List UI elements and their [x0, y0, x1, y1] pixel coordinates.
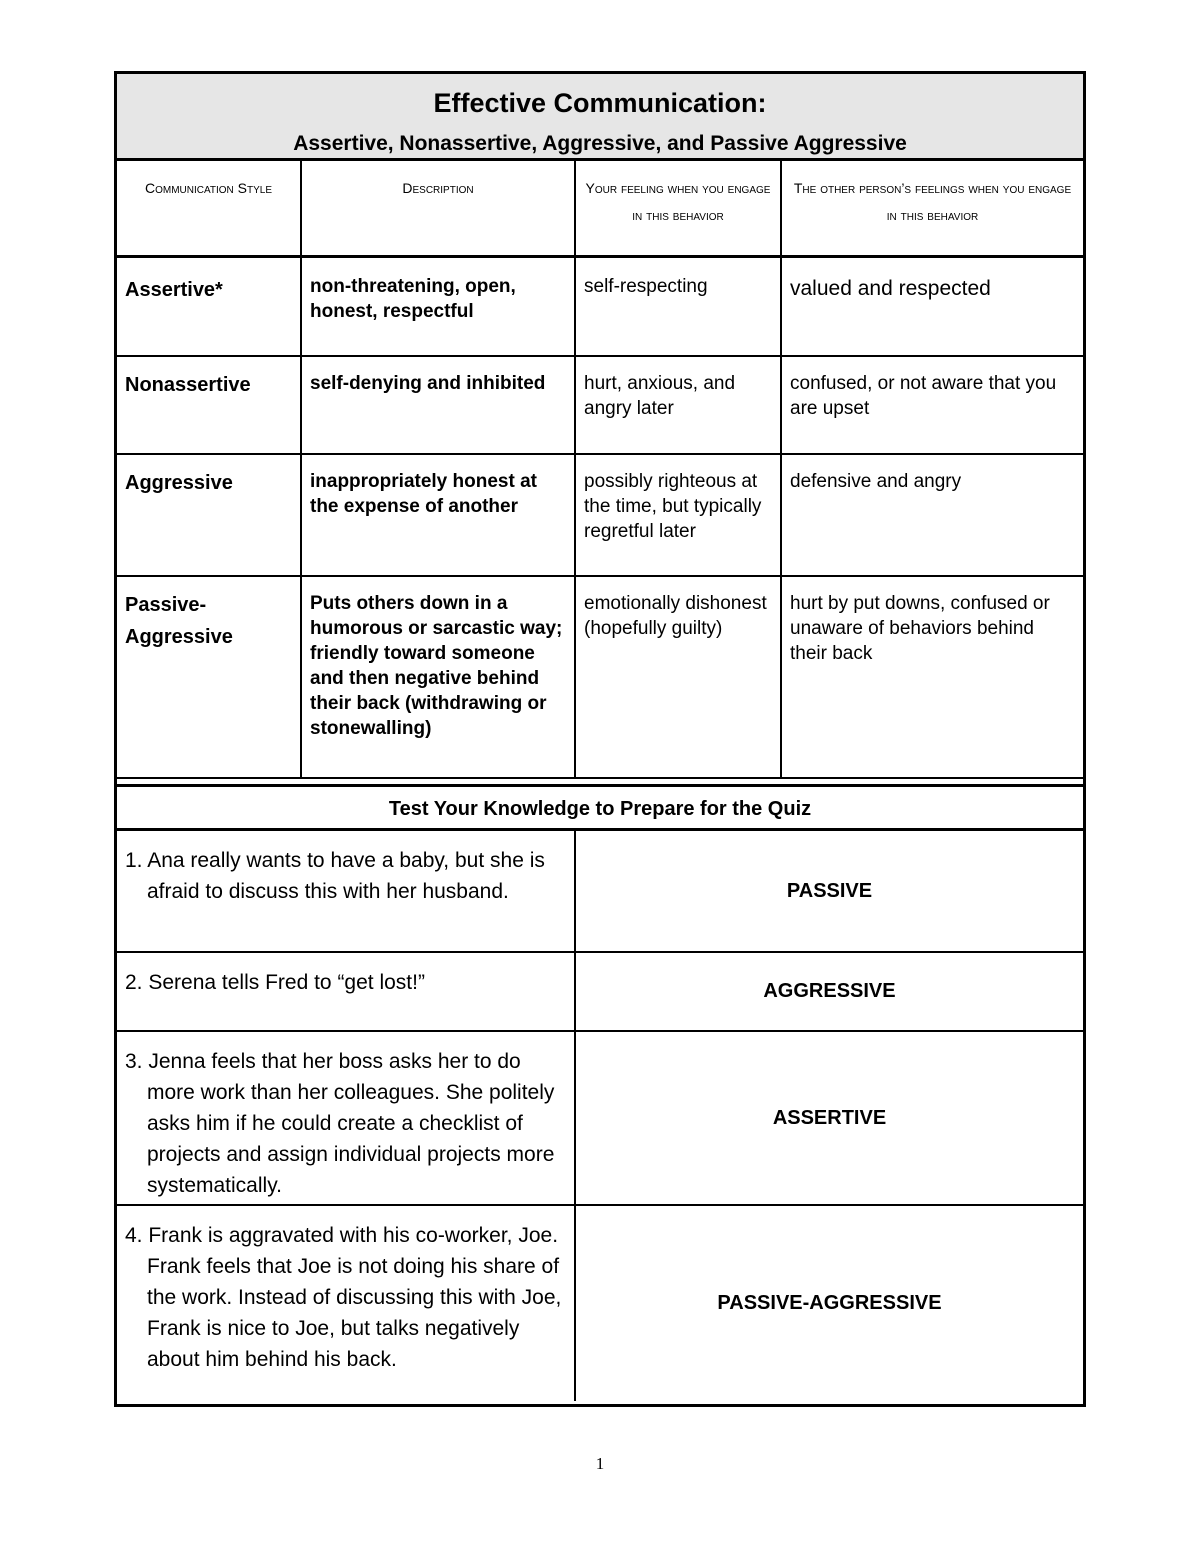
your-feeling: self-respecting [575, 256, 781, 356]
page-number: 1 [595, 1454, 605, 1473]
column-header-your-feeling: Your feeling when you engage in this behavior [575, 161, 781, 256]
title-block [117, 74, 1083, 161]
table-row [117, 356, 1083, 454]
other-feeling: valued and respected [781, 256, 1083, 356]
column-header-other-feeling: The other person’s feelings when you engage in this behavior [781, 161, 1083, 256]
style-name: Assertive* [117, 256, 301, 356]
style-description: self-denying and inhibited [301, 356, 575, 454]
communication-styles-table [117, 161, 1083, 779]
column-header-description: Description [301, 161, 575, 256]
table-header-row [117, 161, 1083, 256]
other-feeling: defensive and angry [781, 454, 1083, 576]
quiz-question: 2. Serena tells Fred to “get lost!” [117, 952, 575, 1031]
table-row [117, 1031, 1083, 1205]
quiz-question: 1. Ana really wants to have a baby, but she is afraid to discuss this with her husband. [117, 831, 575, 952]
document-subtitle: Assertive, Nonassertive, Aggressive, and Passive Aggressive [293, 132, 907, 155]
your-feeling: possibly righteous at the time, but typically regretful later [575, 454, 781, 576]
worksheet [114, 71, 1086, 1407]
document-title: Effective Communication: [433, 88, 767, 118]
table-row [117, 952, 1083, 1031]
quiz-answer: PASSIVE-AGGRESSIVE [575, 1205, 1083, 1401]
style-name: Aggressive [117, 454, 301, 576]
style-description: inappropriately honest at the expense of another [301, 454, 575, 576]
quiz-table [117, 831, 1083, 1401]
your-feeling: emotionally dishonest (hopefully guilty) [575, 576, 781, 778]
quiz-answer: AGGRESSIVE [575, 952, 1083, 1031]
your-feeling: hurt, anxious, and angry later [575, 356, 781, 454]
style-description: Puts others down in a humorous or sarcastic way; friendly toward someone and then negative behind their back (withdrawing or stonewalling) [301, 576, 575, 778]
quiz-answer: ASSERTIVE [575, 1031, 1083, 1205]
table-row [117, 454, 1083, 576]
quiz-answer: PASSIVE [575, 831, 1083, 952]
table-row [117, 576, 1083, 778]
table-row [117, 256, 1083, 356]
quiz-question: 3. Jenna feels that her boss asks her to do more work than her colleagues. She politely asks him if he could create a checklist of projects and assign individual projects more systematically. [117, 1031, 575, 1205]
quiz-heading: Test Your Knowledge to Prepare for the Quiz [388, 798, 812, 820]
style-description: non-threatening, open, honest, respectful [301, 256, 575, 356]
other-feeling: confused, or not aware that you are upset [781, 356, 1083, 454]
style-name: Nonassertive [117, 356, 301, 454]
style-name: Passive-Aggressive [117, 576, 301, 778]
table-row [117, 1205, 1083, 1401]
quiz-question: 4. Frank is aggravated with his co-worker, Joe. Frank feels that Joe is not doing his share of the work. Instead of discussing this with Joe, Frank is nice to Joe, but talks negatively about him behind his back. [117, 1205, 575, 1401]
column-header-style: Communication Style [117, 161, 301, 256]
table-row [117, 831, 1083, 952]
section-divider [117, 784, 1083, 787]
other-feeling: hurt by put downs, confused or unaware of behaviors behind their back [781, 576, 1083, 778]
